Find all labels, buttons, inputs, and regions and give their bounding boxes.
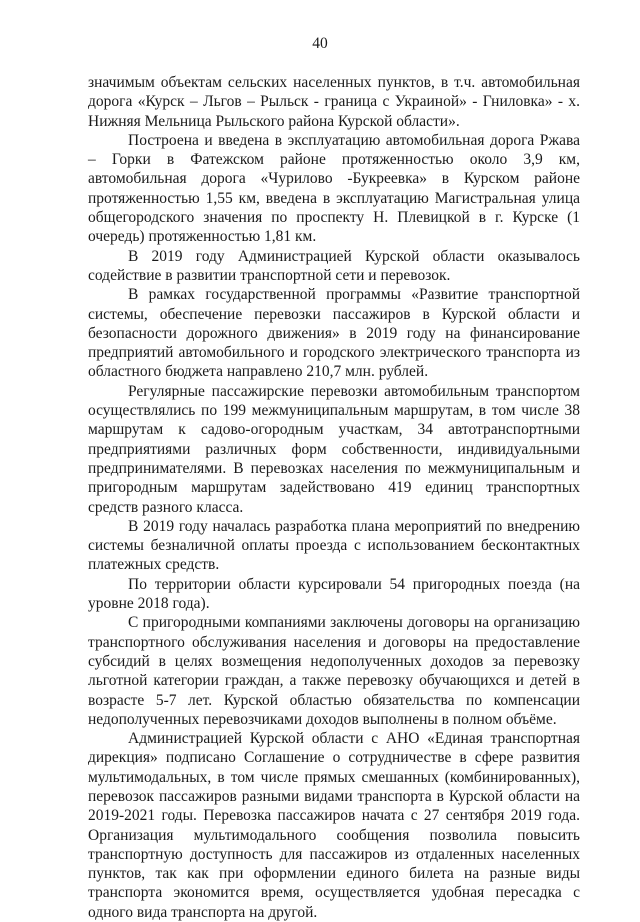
paragraph-continuation: значимым объектам сельских населенных пунктов, в т.ч. автомобильная дорога «Курск – Льгов – Рыльск - граница с Украиной» - Гниловка» - х. Нижняя Мельница Рыльского района Курской области».	[88, 74, 580, 130]
paragraph-transport-support: В 2019 году Администрацией Курской области оказывалось содействие в развитии транспортной сети и перевозок.	[88, 247, 580, 284]
paragraph-state-program: В рамках государственной программы «Развитие транспортной системы, обеспечение перевозки пассажиров в Курской области и безопасности дорожного движения» в 2019 году на финансирование предприятий автомобильного и городского электрического транспорта из областного бюджета направлено 210,7 млн. рублей.	[88, 286, 580, 381]
paragraph-suburban-trains: По территории области курсировали 54 пригородных поезда (на уровне 2018 года).	[88, 575, 580, 613]
paragraph-multimodal: Администрацией Курской области с АНО «Единая транспортная дирекция» подписано Соглашение о сотрудничестве в сфере развития мультимодальных, в том числе прямых смешанных (комбинированных), перевозок пассажиров разными видами транспорта в Курской области на 2019-2021 годы. Перевозка пассажиров начата с 27 сентября 2019 года. Организация мультимодального сообщения позволила повысить транспортную доступность для пассажиров из отдаленных населенных пунктов, так как при оформлении единого билета на разные виды транспорта экономится время, осуществляется удобная пересадка с одного вида транспорта на другой.	[88, 730, 580, 921]
paragraph-cashless-payment: В 2019 году началась разработка плана мероприятий по внедрению системы безналичной оплаты проезда с использованием бесконтактных платежных средств.	[88, 517, 580, 574]
paragraph-contracts: С пригородными компаниями заключены договоры на организацию транспортного обслуживания населения и договоры на предоставление субсидий в целях возмещения недополученных доходов за перевозку льготной категории граждан, а также перевозку обучающихся и детей в возрасте 5-7 лет. Курской областью обязательства по компенсации недополученных перевозчиками доходов выполнены в полном объёме.	[88, 614, 580, 728]
paragraph-road-construction: Построена и введена в эксплуатацию автомобильная дорога Ржава – Горки в Фатежском районе протяженностью около 3,9 км, автомобильная дорога «Чурилово -Букреевка» в Курском районе протяженностью 1,55 км, введена в эксплуатацию Магистральная улица общегородского значения по проспекту Н. Плевицкой в г. Курске (1 очередь) протяженностью 1,81 км.	[88, 131, 580, 246]
page-number: 40	[312, 35, 328, 52]
paragraph-bus-routes: Регулярные пассажирские перевозки автомобильным транспортом осуществлялись по 199 межмуниципальным маршрутам, в том числе 38 маршрутам к садово-огородным участкам, 34 автотранспортными предприятиями различных форм собственности, индивидуальными предпринимателями. В перевозках населения по межмуниципальным и пригородным маршрутам задействовано 419 единиц транспортных средств разного класса.	[88, 382, 580, 516]
document-body	[88, 73, 580, 922]
